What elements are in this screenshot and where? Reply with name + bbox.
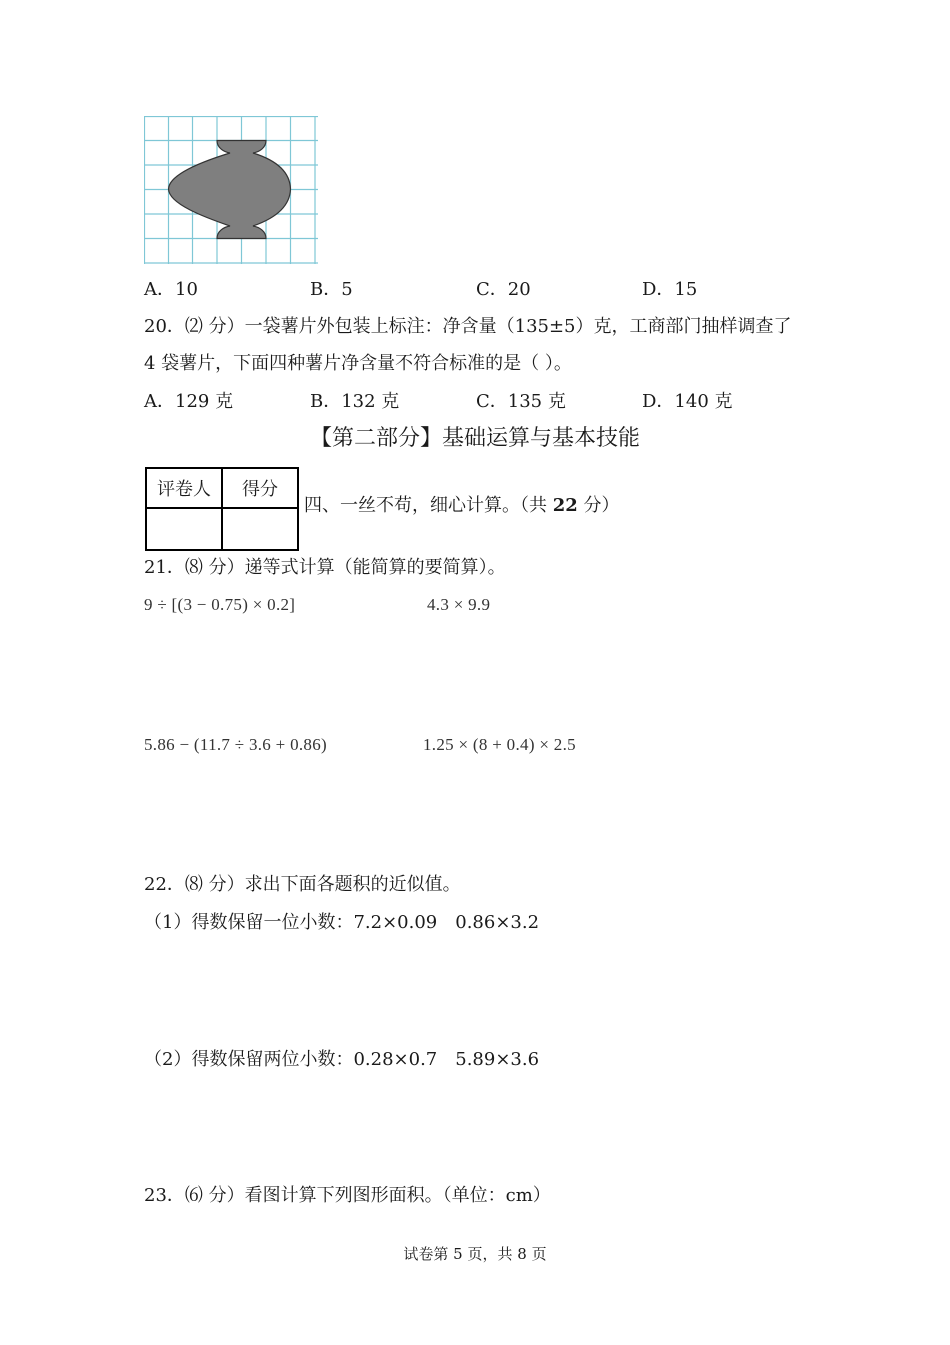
score-table-score-cell xyxy=(222,508,298,550)
section4-prefix: 四、一丝不苟，细心计算。（共 xyxy=(304,495,553,516)
section4-points: 22 xyxy=(552,495,578,516)
q20-line2: 4 袋薯片，下面四种薯片净含量不符合标准的是（ ）。 xyxy=(144,353,572,374)
score-table xyxy=(145,467,299,551)
q21-expr-4: 1.25 × (8 + 0.4) × 2.5 xyxy=(423,735,576,754)
page-footer: 试卷第 5 页，共 8 页 xyxy=(403,1245,547,1263)
q20-line1: 20．⑵ 分）一袋薯片外包装上标注：净含量（135±5）克，工商部门抽样调查了 xyxy=(144,316,792,337)
score-table-grader-header: 评卷人 xyxy=(146,468,222,508)
q20-option-a: A．129 克 xyxy=(144,391,234,412)
q21-expr-1: 9 ÷ [(3 − 0.75) × 0.2] xyxy=(144,595,296,614)
q20-option-d: D．140 克 xyxy=(642,391,733,412)
section4-heading xyxy=(304,495,620,517)
q21-title: 21．⑻ 分）递等式计算（能简算的要简算）。 xyxy=(144,557,506,578)
q22-title: 22．⑻ 分）求出下面各题积的近似值。 xyxy=(144,874,461,895)
q20-option-b: B．132 克 xyxy=(310,391,400,412)
score-table-grader-cell xyxy=(146,508,222,550)
section4-suffix: 分） xyxy=(577,495,620,516)
q23-title: 23．⑹ 分）看图计算下列图形面积。（单位：cm） xyxy=(144,1185,551,1206)
q19-option-b: B．5 xyxy=(310,279,353,300)
q21-expr-3: 5.86 − (11.7 ÷ 3.6 + 0.86) xyxy=(144,735,327,754)
q21-expr-2: 4.3 × 9.9 xyxy=(427,595,491,614)
q20-option-c: C．135 克 xyxy=(476,391,566,412)
grid-figure xyxy=(144,116,318,264)
score-table-score-header: 得分 xyxy=(222,468,298,508)
q22-part2: （2）得数保留两位小数：0.28×0.7 5.89×3.6 xyxy=(144,1049,540,1070)
q19-option-c: C．20 xyxy=(476,279,531,300)
vase-shape xyxy=(169,141,291,239)
q22-part1: （1）得数保留一位小数：7.2×0.09 0.86×3.2 xyxy=(144,912,540,933)
q19-option-d: D．15 xyxy=(642,279,698,300)
q19-option-a: A．10 xyxy=(144,279,198,300)
part2-title: 【第二部分】基础运算与基本技能 xyxy=(309,426,640,451)
